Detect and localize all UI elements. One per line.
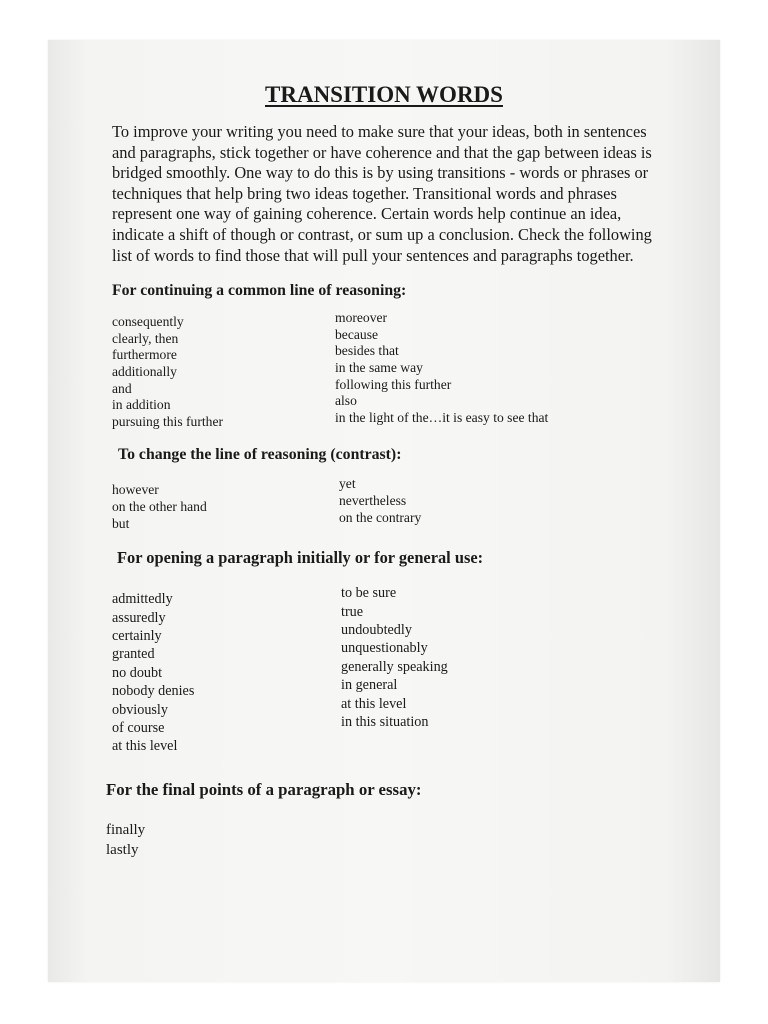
document-body <box>106 82 652 860</box>
word-columns-contrast <box>112 476 652 532</box>
word-item: furthermore <box>112 347 177 363</box>
word-item: at this level <box>112 738 178 755</box>
word-item: no doubt <box>112 664 163 681</box>
word-item: because <box>335 326 379 342</box>
word-item: in general <box>341 677 398 694</box>
word-item: yet <box>339 476 356 492</box>
word-item: assuredly <box>112 609 166 626</box>
intro-paragraph: To improve your writing you need to make sure that your ideas, both in sentences and paragraphs, stick together or have coherence and that the gap between ideas is bridged smoothly. One way to do this is by using transitions - words or phrases or techniques that help bring two ideas together. Transitional words and phrases represent one way of gaining coherence. Certain words help continue an idea, indicate a shift of though or contrast, or sum up a conclusion. Check the following list of words to find those that will pull your sentences and paragraphs together. <box>112 122 652 265</box>
page-title: TRANSITION WORDS <box>265 82 503 107</box>
word-item: pursuing this further <box>112 413 224 429</box>
word-item: consequently <box>112 314 184 330</box>
word-item: besides that <box>335 343 399 359</box>
word-item: to be sure <box>341 585 397 602</box>
word-item: on the contrary <box>339 509 422 525</box>
word-item: in addition <box>112 397 171 413</box>
word-item: and <box>112 380 132 396</box>
word-list-right <box>335 476 652 532</box>
section-heading-opening: For opening a paragraph initially or for general use: <box>117 548 484 568</box>
word-list-left <box>112 590 341 756</box>
word-item: but <box>112 515 130 531</box>
word-item: in the light of the…it is easy to see that <box>335 409 549 425</box>
word-item: clearly, then <box>112 330 179 346</box>
word-columns-continuing <box>112 310 652 430</box>
word-item: obviously <box>112 701 168 718</box>
word-item: finally <box>106 821 146 838</box>
word-item: of course <box>112 719 165 736</box>
word-list-left <box>112 482 335 532</box>
word-item: following this further <box>335 376 452 392</box>
word-list-right <box>341 584 652 756</box>
word-list-final <box>106 820 652 860</box>
word-item: certainly <box>112 627 162 644</box>
word-columns-opening <box>112 585 652 756</box>
section-heading-final: For the final points of a paragraph or essay: <box>106 779 422 799</box>
word-item: unquestionably <box>341 640 428 657</box>
word-item: on the other hand <box>112 498 207 514</box>
word-item: in the same way <box>335 359 423 375</box>
word-item: at this level <box>341 695 407 712</box>
word-item: in this situation <box>341 713 429 730</box>
section-heading-continuing: For continuing a common line of reasoning: <box>112 282 407 300</box>
word-item: granted <box>112 646 155 663</box>
section-heading-contrast: To change the line of reasoning (contrast): <box>118 446 402 464</box>
word-item: moreover <box>335 310 388 326</box>
word-item: generally speaking <box>341 658 448 675</box>
word-item: admittedly <box>112 591 173 608</box>
word-item: true <box>341 603 364 620</box>
word-item: nevertheless <box>339 492 407 508</box>
word-list-left <box>112 314 335 430</box>
word-item: lastly <box>106 841 139 858</box>
word-list-right <box>335 310 652 430</box>
word-item: undoubtedly <box>341 621 412 638</box>
word-item: also <box>335 393 357 409</box>
word-item: however <box>112 482 159 498</box>
word-item: nobody denies <box>112 683 195 700</box>
word-item: additionally <box>112 363 177 379</box>
